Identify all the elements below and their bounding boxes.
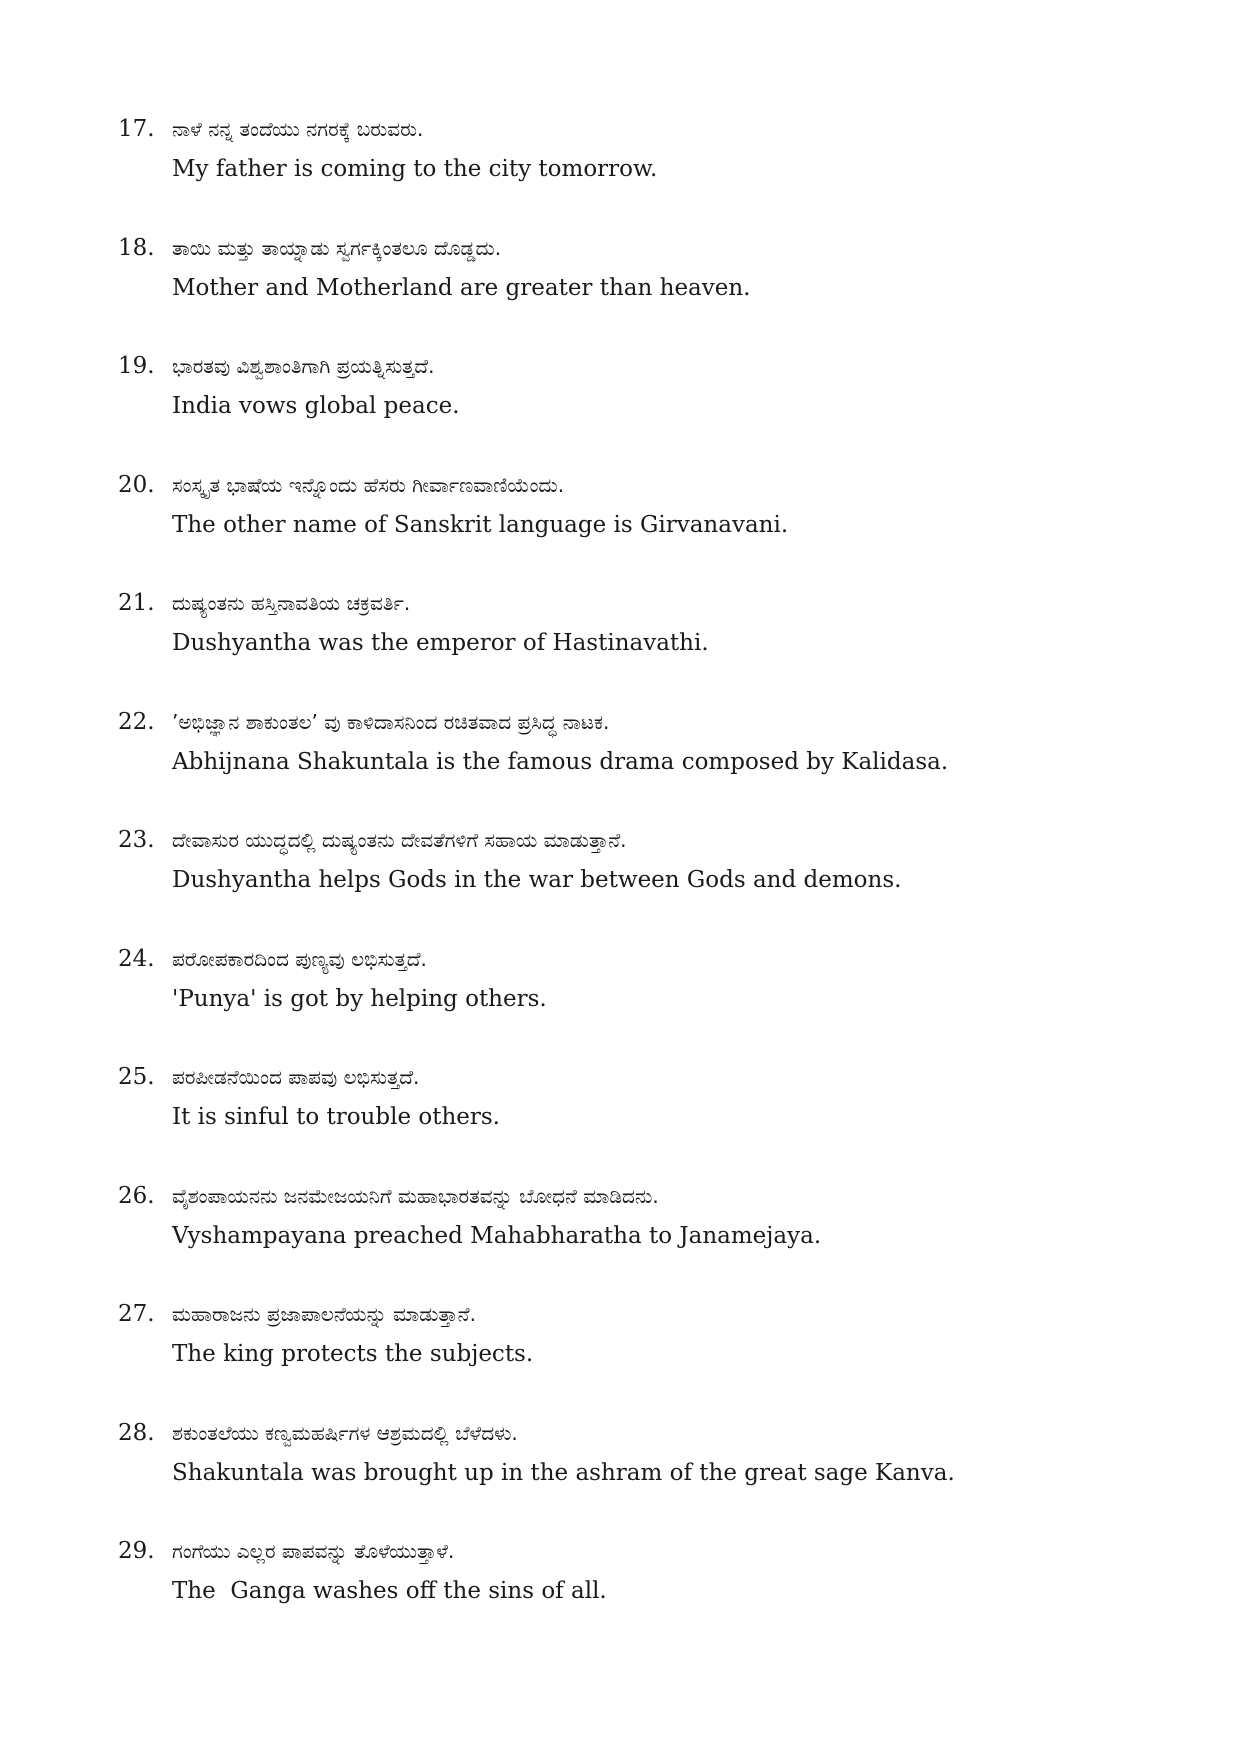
entry-number: 27. (118, 1301, 155, 1327)
kannada-line (118, 349, 1178, 383)
entry-number: 18. (118, 234, 155, 261)
list-item (118, 468, 1178, 587)
kannada-line (118, 1297, 1178, 1331)
english-translation: It is sinful to trouble others. (172, 1104, 500, 1130)
list-item (118, 231, 1178, 350)
kannada-sentence: ವೈಶಂಪಾಯನನು ಜನಮೇಜಯನಿಗೆ ಮಹಾಭಾರತವನ್ನು ಬೋಧನೆ ಮಾಡಿದನು. (172, 1183, 659, 1208)
kannada-line (118, 823, 1178, 857)
entry-number: 28. (118, 1419, 155, 1446)
english-translation: Shakuntala was brought up in the ashram of the great sage Kanva. (172, 1459, 955, 1486)
entry-number: 19. (118, 353, 155, 379)
kannada-line (118, 1060, 1178, 1094)
entry-number: 24. (118, 945, 155, 972)
kannada-line (118, 1416, 1178, 1450)
entry-number: 17. (118, 116, 155, 142)
list-item (118, 586, 1178, 705)
kannada-sentence: ತಾಯಿ ಮತ್ತು ತಾಯ್ನಾಡು ಸ್ವರ್ಗಕ್ಕಿಂತಲೂ ದೊಡ್ಡದು. (172, 235, 502, 260)
list-item (118, 1297, 1178, 1416)
kannada-sentence: ಮಹಾರಾಜನು ಪ್ರಜಾಪಾಲನೆಯನ್ನು ಮಾಡುತ್ತಾನೆ. (172, 1302, 476, 1326)
entry-number: 20. (118, 471, 155, 498)
list-item (118, 823, 1178, 942)
kannada-sentence: ಗಂಗೆಯು ಎಲ್ಲರ ಪಾಪವನ್ನು ತೊಳೆಯುತ್ತಾಳೆ. (172, 1539, 455, 1563)
list-item (118, 1416, 1178, 1535)
entry-number: 25. (118, 1064, 155, 1090)
english-translation: The Ganga washes off the sins of all. (172, 1578, 607, 1604)
english-translation: Vyshampayana preached Mahabharatha to Janamejaya. (172, 1222, 822, 1249)
kannada-line (118, 468, 1178, 502)
entry-number: 26. (118, 1182, 155, 1209)
list-item (118, 349, 1178, 468)
english-translation: My father is coming to the city tomorrow. (172, 156, 658, 182)
kannada-sentence: ’ಅಭಿಜ್ಞಾನ ಶಾಕುಂತಲ’ ವು ಕಾಳಿದಾಸನಿಂದ ರಚಿತವಾದ ಪ್ರಸಿದ್ಧ ನಾಟಕ. (172, 709, 610, 734)
kannada-sentence: ಸಂಸ್ಕೃತ ಭಾಷೆಯ ಇನ್ನೊಂದು ಹೆಸರು ಗೀರ್ವಾಣವಾಣಿಯೆಂದು. (172, 472, 565, 497)
list-item (118, 942, 1178, 1061)
list-item (118, 1534, 1178, 1653)
kannada-sentence: ಭಾರತವು ವಿಶ್ವಶಾಂತಿಗಾಗಿ ಪ್ರಯತ್ನಿಸುತ್ತದೆ. (172, 354, 435, 378)
kannada-sentence: ಪರೋಪಕಾರದಿಂದ ಪುಣ್ಯವು ಲಭಿಸುತ್ತದೆ. (172, 946, 427, 971)
kannada-sentence: ಪರಪೀಡನೆಯಿಂದ ಪಾಪವು ಲಭಿಸುತ್ತದೆ. (172, 1065, 420, 1089)
kannada-line (118, 1534, 1178, 1568)
list-item (118, 112, 1178, 231)
english-translation: Dushyantha was the emperor of Hastinavathi. (172, 630, 709, 656)
english-translation: The king protects the subjects. (172, 1341, 534, 1367)
kannada-sentence: ಶಕುಂತಲೆಯು ಕಣ್ವಮಹರ್ಷಿಗಳ ಆಶ್ರಮದಲ್ಲಿ ಬೆಳೆದಳು. (172, 1420, 518, 1445)
kannada-sentence: ದುಷ್ಯಂತನು ಹಸ್ತಿನಾವತಿಯ ಚಕ್ರವರ್ತಿ. (172, 591, 411, 615)
english-translation: Abhijnana Shakuntala is the famous drama composed by Kalidasa. (172, 748, 949, 775)
english-translation: India vows global peace. (172, 393, 460, 419)
kannada-line (118, 112, 1178, 146)
list-item (118, 1060, 1178, 1179)
translation-list (118, 112, 1178, 1653)
english-translation: 'Punya' is got by helping others. (172, 985, 547, 1012)
kannada-line (118, 586, 1178, 620)
kannada-sentence: ನಾಳೆ ನನ್ನ ತಂದೆಯು ನಗರಕ್ಕೆ ಬರುವರು. (172, 117, 424, 141)
english-translation: The other name of Sanskrit language is Girvanavani. (172, 511, 789, 538)
english-translation: Mother and Motherland are greater than heaven. (172, 274, 751, 301)
entry-number: 29. (118, 1538, 155, 1564)
kannada-sentence: ದೇವಾಸುರ ಯುದ್ಧದಲ್ಲಿ ದುಷ್ಯಂತನು ದೇವತೆಗಳಿಗೆ ಸಹಾಯ ಮಾಡುತ್ತಾನೆ. (172, 828, 627, 852)
english-translation: Dushyantha helps Gods in the war between Gods and demons. (172, 867, 902, 893)
entry-number: 21. (118, 590, 155, 616)
kannada-line (118, 705, 1178, 739)
kannada-line (118, 231, 1178, 265)
list-item (118, 1179, 1178, 1298)
entry-number: 22. (118, 708, 155, 735)
entry-number: 23. (118, 827, 155, 853)
list-item (118, 705, 1178, 824)
kannada-line (118, 1179, 1178, 1213)
kannada-line (118, 942, 1178, 976)
